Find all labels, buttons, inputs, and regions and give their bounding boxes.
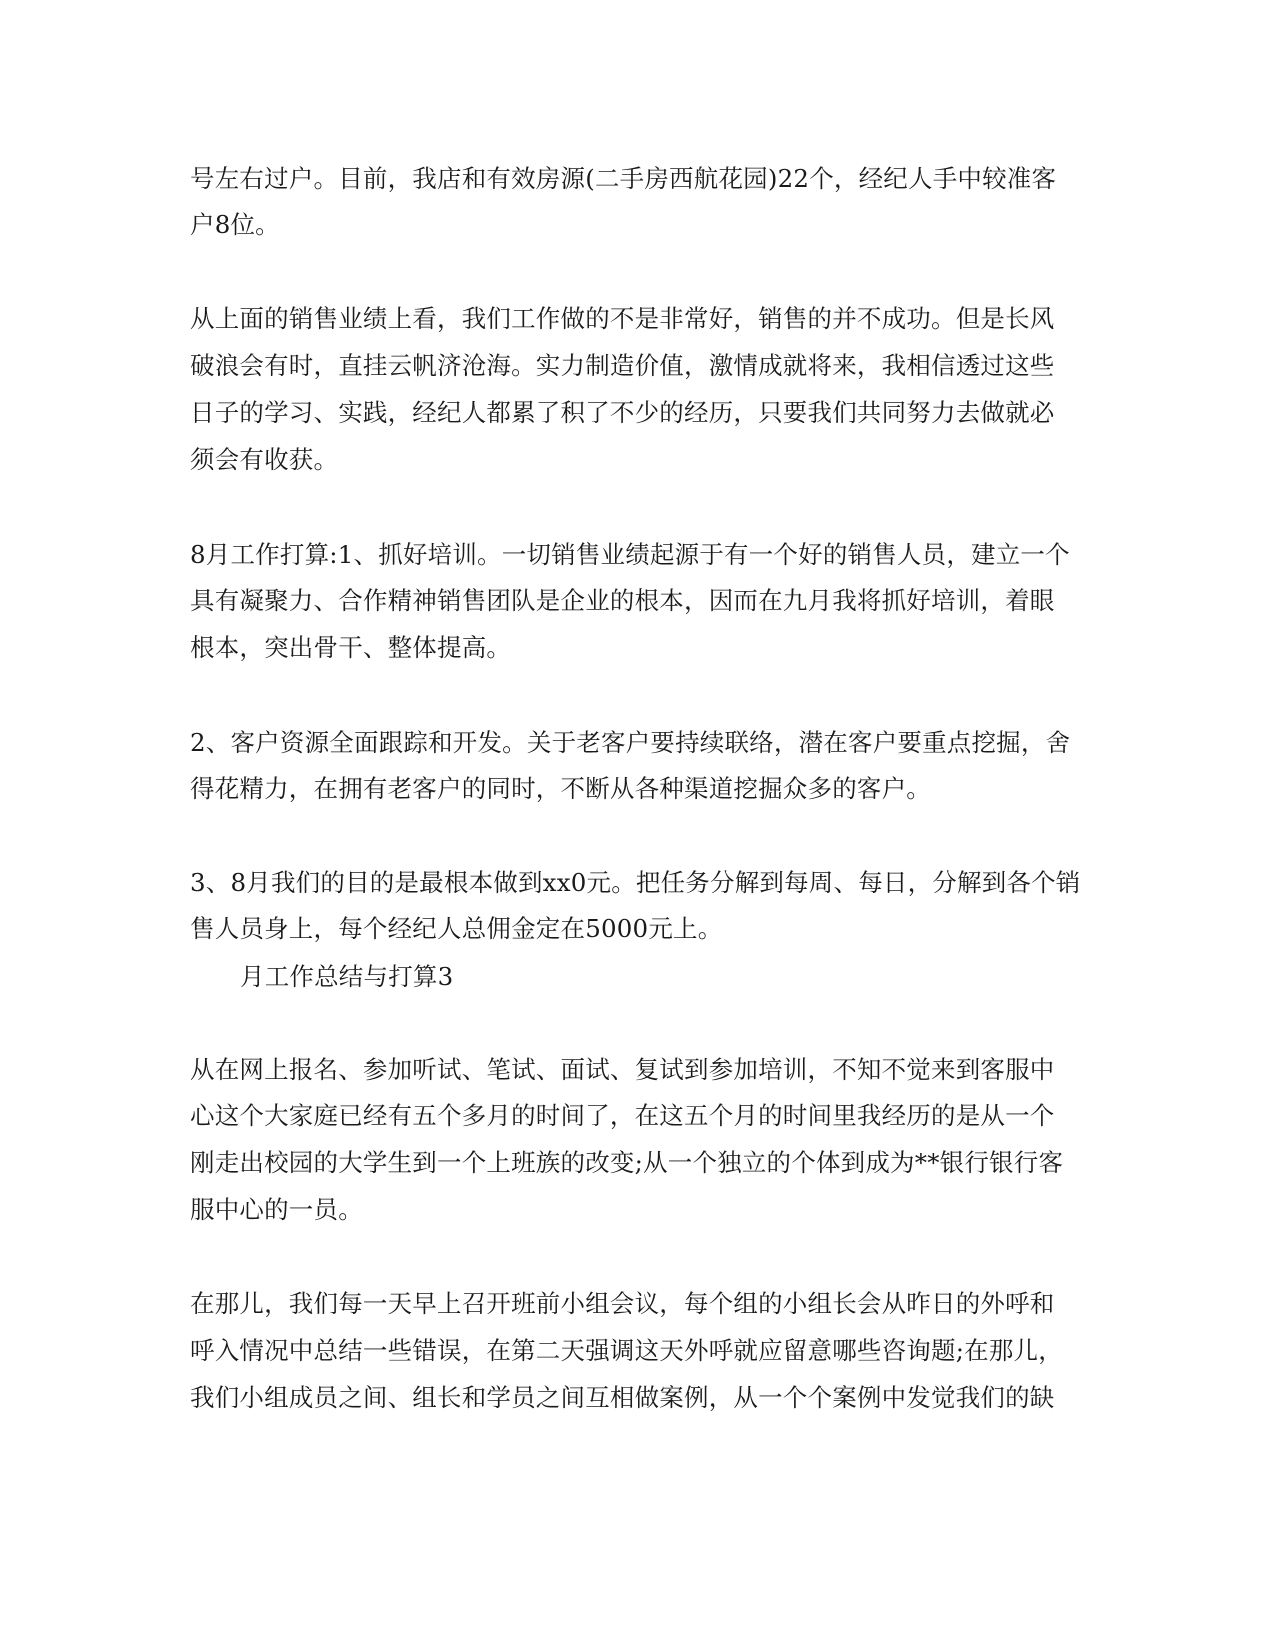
paragraph-8-line-2: 呼入情况中总结一些错误，在第二天强调这天外呼就应留意哪些咨询题;在那儿，: [190, 1336, 1063, 1365]
paragraph-2-line-2: 破浪会有时，直挂云帆济沧海。实力制造价值，激情成就将来，我相信透过这些: [190, 351, 1055, 380]
paragraph-3-line-1: 8月工作打算:1、抓好培训。一切销售业绩起源于有一个好的销售人员，建立一个: [190, 540, 1070, 569]
paragraph-1-line-2: 户8位。: [190, 210, 280, 239]
section-heading: 月工作总结与打算3: [240, 962, 454, 991]
paragraph-7-line-1: 从在网上报名、参加听试、笔试、面试、复试到参加培训，不知不觉来到客服中: [190, 1055, 1055, 1084]
paragraph-7-line-2: 心这个大家庭已经有五个多月的时间了，在这五个月的时间里我经历的是从一个: [190, 1101, 1055, 1130]
paragraph-3-line-3: 根本，突出骨干、整体提高。: [190, 633, 512, 662]
paragraph-4-line-2: 得花精力，在拥有老客户的同时，不断从各种渠道挖掘众多的客户。: [190, 774, 931, 803]
paragraph-5-line-1: 3、8月我们的目的是最根本做到xx0元。把任务分解到每周、每日，分解到各个销: [190, 868, 1081, 897]
paragraph-3-line-2: 具有凝聚力、合作精神销售团队是企业的根本，因而在九月我将抓好培训，着眼: [190, 586, 1055, 615]
paragraph-1-line-1: 号左右过户。目前，我店和有效房源(二手房西航花园)22个，经纪人手中较准客: [190, 164, 1057, 193]
paragraph-2-line-4: 须会有收获。: [190, 445, 339, 474]
paragraph-7-line-4: 服中心的一员。: [190, 1195, 363, 1224]
paragraph-7-line-3: 刚走出校园的大学生到一个上班族的改变;从一个独立的个体到成为**银行银行客: [190, 1148, 1064, 1177]
paragraph-2-line-1: 从上面的销售业绩上看，我们工作做的不是非常好，销售的并不成功。但是长风: [190, 304, 1055, 333]
paragraph-5-line-2: 售人员身上，每个经纪人总佣金定在5000元上。: [190, 914, 723, 943]
paragraph-2-line-3: 日子的学习、实践，经纪人都累了积了不少的经历，只要我们共同努力去做就必: [190, 398, 1055, 427]
paragraph-8-line-3: 我们小组成员之间、组长和学员之间互相做案例，从一个个案例中发觉我们的缺: [190, 1383, 1055, 1412]
paragraph-8-line-1: 在那儿，我们每一天早上召开班前小组会议，每个组的小组长会从昨日的外呼和: [190, 1289, 1055, 1318]
paragraph-4-line-1: 2、客户资源全面跟踪和开发。关于老客户要持续联络，潜在客户要重点挖掘，舍: [190, 728, 1071, 757]
